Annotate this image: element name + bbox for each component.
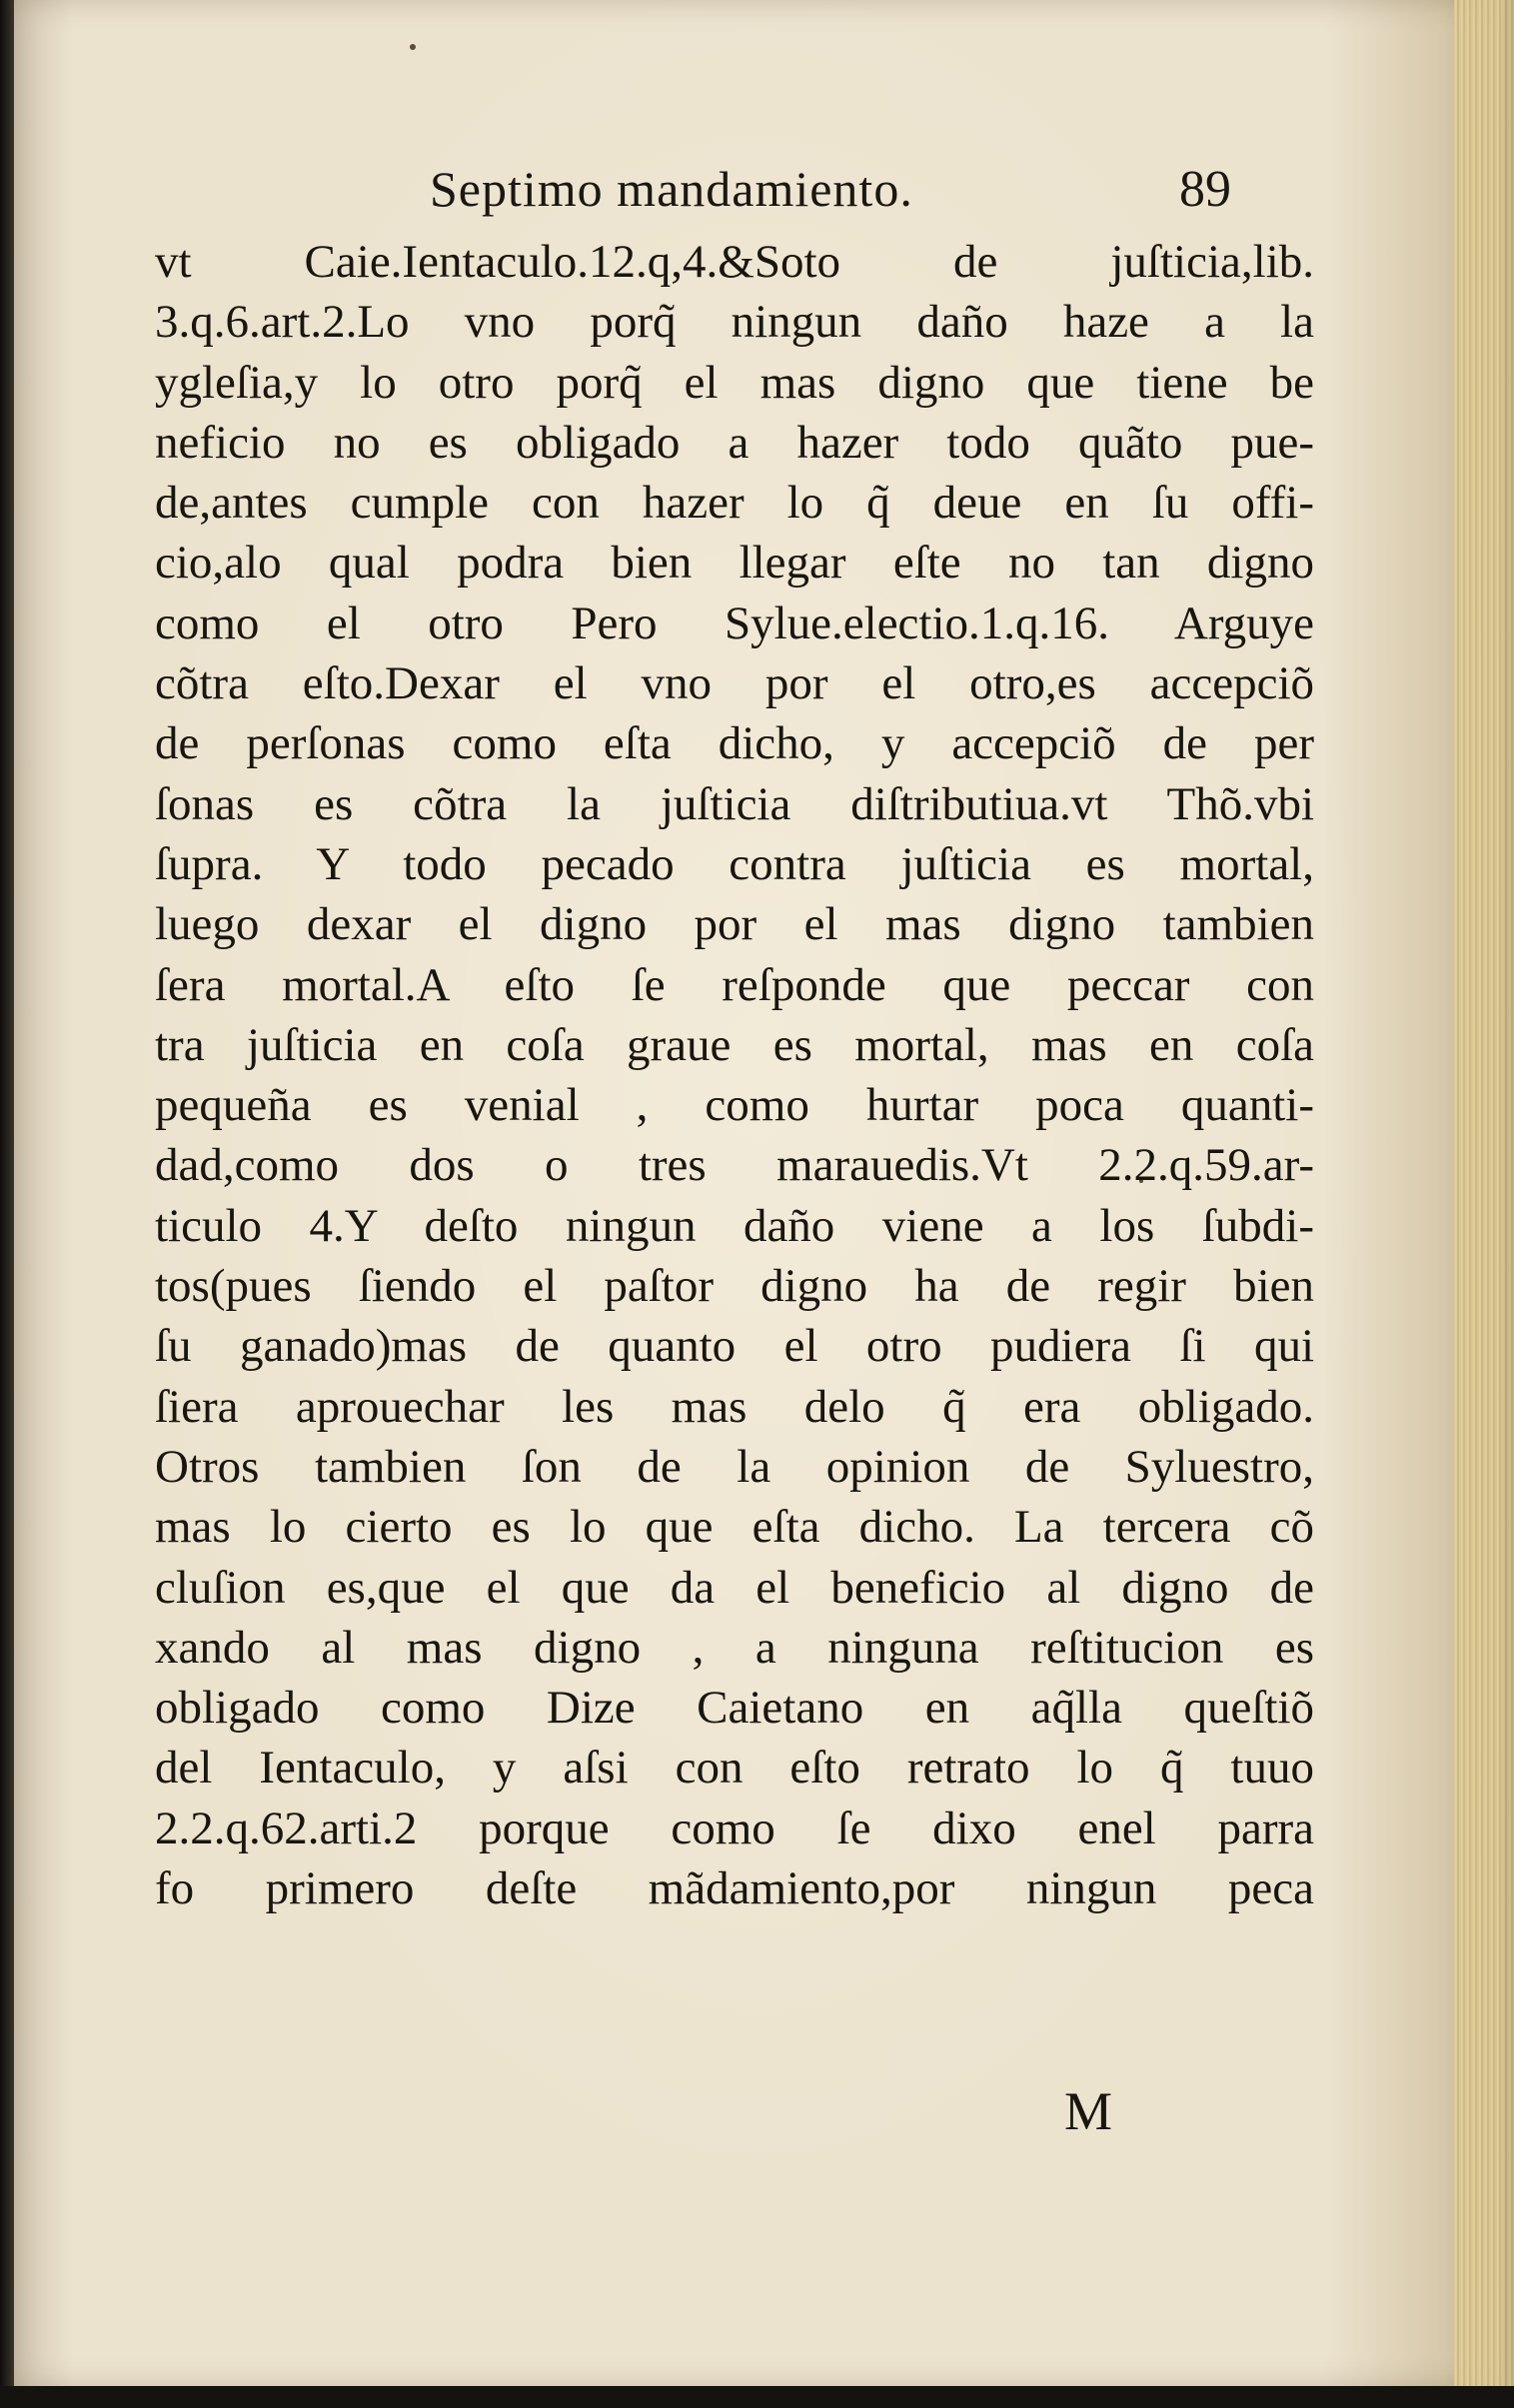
running-head: Septimo mandamiento.	[430, 161, 913, 217]
catchword: M	[1064, 2081, 1113, 2141]
text-line: neficio no es obligado a hazer todo quãto pue-	[155, 416, 1314, 469]
text-line: de perſonas como eſta dicho, y accepciõ de per	[155, 717, 1314, 770]
text-line: del Ientaculo, y aſsi con eſto retrato lo q̃ tuuo	[155, 1742, 1314, 1795]
text-line: vt Caie.Ientaculo.12.q,4.&Soto de juſticia,lib.	[155, 236, 1314, 288]
text-line: mas lo cierto es lo que eſta dicho. La tercera cõ	[155, 1501, 1314, 1554]
text-line: ygleſia,y lo otro porq̃ el mas digno que tiene be	[155, 356, 1314, 409]
binding-gutter	[0, 0, 14, 2408]
body-text	[155, 232, 1314, 1918]
text-line: ſu ganado)mas de quanto el otro pudiera ſi qui	[155, 1320, 1314, 1373]
text-line: ticulo 4.Y deſto ningun daño viene a los ſubdi-	[155, 1199, 1314, 1252]
text-line: xando al mas digno , a ninguna reſtitucion es	[155, 1621, 1314, 1674]
text-line: obligado como Dize Caietano en aq̃lla queſtiõ	[155, 1682, 1314, 1735]
text-line: como el otro Pero Sylue.electio.1.q.16. Arguye	[155, 597, 1314, 649]
page-bottom-shadow	[0, 2386, 1514, 2408]
page-edges	[1454, 0, 1514, 2408]
folio-number: 89	[1179, 161, 1231, 218]
text-line: dad,como dos o tres marauedis.Vt 2.2.q.59.ar-	[155, 1139, 1314, 1192]
text-line: tra juſticia en coſa graue es mortal, mas en coſa	[155, 1018, 1314, 1071]
page-header	[160, 150, 1309, 230]
text-line: ſupra. Y todo pecado contra juſticia es mortal,	[155, 837, 1314, 890]
text-line: de,antes cumple con hazer lo q̃ deue en ſu offi-	[155, 477, 1314, 530]
text-line: cluſion es,que el que da el beneficio al digno de	[155, 1561, 1314, 1614]
text-line: Otros tambien ſon de la opinion de Syluestro,	[155, 1440, 1314, 1493]
text-line: pequeña es venial , como hurtar poca quanti-	[155, 1079, 1314, 1132]
text-line: cõtra eſto.Dexar el vno por el otro,es accepciõ	[155, 657, 1314, 710]
text-line: fo primero deſte mãdamiento,por ningun peca	[155, 1862, 1314, 1915]
ink-speck	[410, 44, 416, 50]
text-line: 3.q.6.art.2.Lo vno porq̃ ningun daño haze a la	[155, 296, 1314, 349]
text-line: ſiera aprouechar les mas delo q̃ era obligado.	[155, 1380, 1314, 1433]
text-line: tos(pues ſiendo el paſtor digno ha de regir bien	[155, 1260, 1314, 1313]
text-line: ſera mortal.A eſto ſe reſponde que peccar con	[155, 958, 1314, 1011]
text-line: cio,alo qual podra bien llegar eſte no tan digno	[155, 537, 1314, 590]
text-line: 2.2.q.62.arti.2 porque como ſe dixo enel parra	[155, 1802, 1314, 1854]
text-line: luego dexar el digno por el mas digno tambien	[155, 898, 1314, 951]
text-line: ſonas es cõtra la juſticia diſtributiua.vt Thõ.vbi	[155, 777, 1314, 830]
